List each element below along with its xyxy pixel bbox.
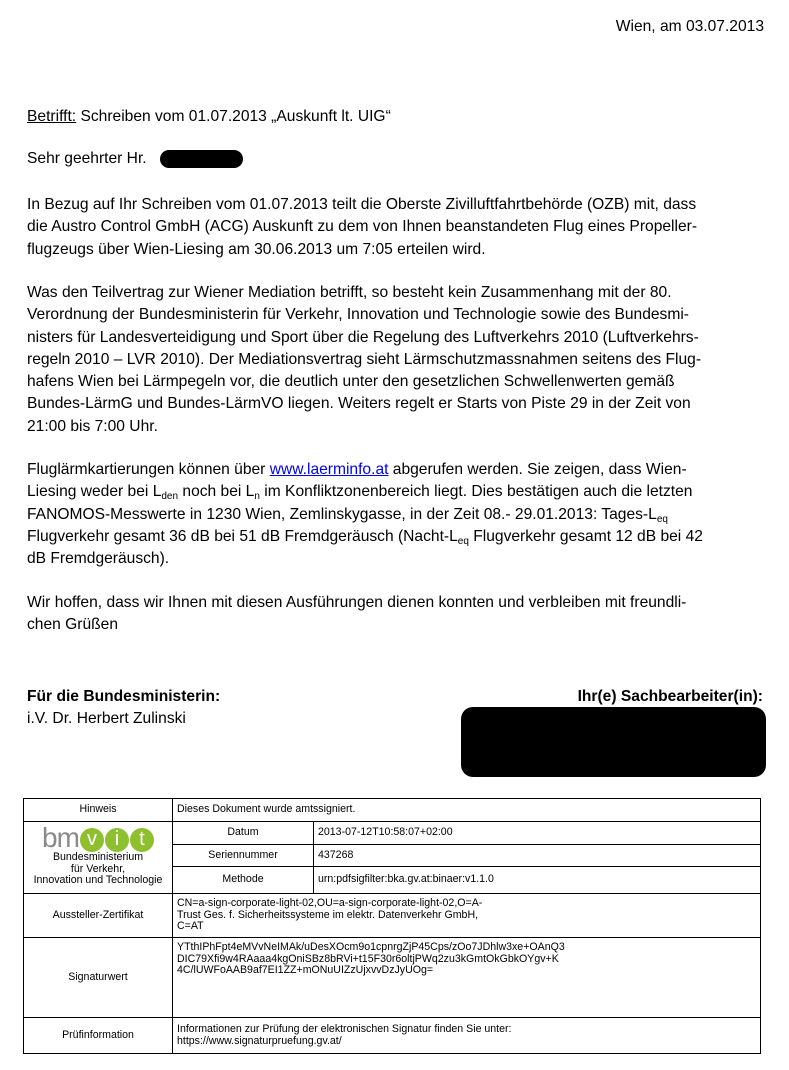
value-line: YTthIPhFpt4eMVvNeIMAk/uDesXOcm9o1cpnrgZjP45Cps/zOo7JDhlw3xe+OAnQ3	[177, 941, 565, 953]
logo-circle: v	[80, 828, 104, 852]
paragraph-line: regeln 2010 – LVR 2010). Der Mediationsvertrag sieht Lärmschutzmassnahmen seitens des Flug-	[27, 350, 702, 368]
paragraph-line: nisters für Landesverteidigung und Sport über die Regelung des Luftverkehrs 2010 (Luftverkehrs-	[27, 328, 699, 346]
text-run: noch bei L	[178, 483, 255, 501]
paragraph-line: Verordnung der Bundesministerin für Verkehr, Innovation und Technologie sowie des Bundesmi-	[27, 306, 689, 324]
redacted-clerk-details	[461, 707, 766, 777]
logo-circle: t	[130, 828, 154, 852]
clerk-title: Ihr(e) Sachbearbeiter(in):	[577, 688, 763, 705]
table-row	[24, 822, 761, 845]
aussteller-value	[173, 894, 761, 938]
pruef-value	[173, 1018, 761, 1054]
paragraph-3	[27, 459, 764, 570]
hinweis-label: Hinweis	[24, 799, 173, 822]
value-line: C=AT	[177, 920, 204, 933]
letter-date: Wien, am 03.07.2013	[615, 18, 764, 35]
text-run: Liesing weder bei L	[27, 483, 162, 501]
signature-table	[23, 798, 761, 1054]
paragraph-line: dB Fremdgeräusch).	[27, 550, 170, 568]
text-run: FANOMOS-Messwerte in 1230 Wien, Zemlinskygasse, in der Zeit 08.- 29.01.2013: Tages-L	[27, 505, 657, 523]
paragraph-line: flugzeugs über Wien-Liesing am 30.06.2013 um 7:05 erteilen wird.	[27, 240, 486, 258]
table-row	[24, 799, 761, 822]
salutation: Sehr geehrter Hr.	[27, 150, 147, 167]
methode-value: urn:pdfsigfilter:bka.gv.at:binaer:v1.1.0	[314, 867, 761, 894]
signatory-name: i.V. Dr. Herbert Zulinski	[27, 710, 186, 727]
paragraph-line: die Austro Control GmbH (ACG) Auskunft zu dem von Ihnen beanstandeten Flug eines Propeller-	[27, 218, 698, 236]
paragraph-line	[27, 504, 764, 526]
paragraph-line: chen Grüßen	[27, 616, 119, 634]
table-row	[24, 1018, 761, 1054]
text-run: im Konfliktzonenbereich liegt. Dies bestätigen auch die letzten	[259, 483, 693, 501]
pruef-label: Prüfinformation	[24, 1018, 173, 1054]
text-run: Flugverkehr gesamt 12 dB bei 42	[468, 527, 703, 545]
paragraph-line: Wir hoffen, dass wir Ihnen mit diesen Ausführungen dienen konnten und verbleiben mit freundli-	[27, 594, 687, 611]
methode-label: Methode	[173, 867, 314, 894]
value-line: Trust Ges. f. Sicherheitssysteme im elektr. Datenverkehr GmbH,	[177, 908, 479, 921]
paragraph-line: hafens Wien bei Lärmpegeln vor, die deutlich unter den gesetzlichen Schwellenwerten gemäß	[27, 373, 675, 391]
paragraph-line	[27, 481, 764, 503]
subject-label: Betrifft:	[27, 108, 77, 125]
signatur-label: Signaturwert	[24, 938, 173, 1018]
paragraph-4	[27, 592, 764, 637]
signatory-title: Für die Bundesministerin:	[27, 688, 221, 705]
hinweis-value: Dieses Dokument wurde amtssigniert.	[173, 799, 761, 822]
subscript: eq	[457, 535, 469, 547]
logo-circle: i	[105, 828, 129, 852]
text-run: abgerufen werden. Sie zeigen, dass Wien-	[388, 461, 687, 478]
logo-subtitle	[28, 852, 168, 887]
paragraph-line: Was den Teilvertrag zur Wiener Mediation betrifft, so besteht kein Zusammenhang mit der 80.	[27, 284, 672, 301]
datum-label: Datum	[173, 822, 314, 845]
datum-value: 2013-07-12T10:58:07+02:00	[314, 822, 761, 845]
logo-subtitle-line: Innovation und Technologie	[33, 874, 163, 887]
paragraph-line: Bundes-LärmG und Bundes-LärmVO liegen. Weiters regelt er Starts von Piste 29 in der Zeit von	[27, 395, 691, 413]
subscript: n	[254, 491, 260, 503]
redacted-recipient-name	[160, 150, 243, 168]
value-line: 4C/lUWFoAAB9af7EI1ZZ+mONuUIZzUjxvvDzJyUOg=	[177, 964, 434, 976]
serien-label: Seriennummer	[173, 845, 314, 867]
value-line[interactable]: https://www.signaturpruefung.gv.at/	[177, 1034, 342, 1047]
paragraph-line: 21:00 bis 7:00 Uhr.	[27, 417, 158, 435]
logo-subtitle-line: Bundesministerium	[52, 851, 144, 864]
logo-bm: bm	[42, 822, 79, 854]
serien-value: 437268	[314, 845, 761, 867]
paragraph-line	[27, 459, 764, 481]
value-line: Informationen zur Prüfung der elektronischen Signatur finden Sie unter:	[177, 1023, 512, 1035]
paragraph-line: In Bezug auf Ihr Schreiben vom 01.07.2013 teilt die Oberste Zivilluftfahrtbehörde (OZB) mit, dass	[27, 196, 697, 213]
text-run: Fluglärmkartierungen können über	[27, 461, 270, 478]
subject-text: Schreiben vom 01.07.2013 „Auskunft lt. UIG“	[76, 108, 391, 125]
bmvit-logo-mark	[28, 822, 168, 854]
paragraph-1	[27, 194, 764, 261]
text-run: Flugverkehr gesamt 36 dB bei 51 dB Fremdgeräusch (Nacht-L	[27, 527, 458, 545]
subscript: den	[161, 491, 179, 503]
bmvit-logo	[24, 822, 173, 894]
value-line: DIC79Xfi9w4RAaaa4kgOniSBz8bRVi+t15F30r6oltjPWq2zu3kGmtOkGbkOYgv+K	[177, 952, 559, 965]
subject-line	[27, 106, 391, 128]
table-row	[24, 894, 761, 938]
signatur-value	[173, 938, 761, 1018]
paragraph-2	[27, 282, 764, 438]
subscript: eq	[656, 513, 668, 525]
laerminfo-link[interactable]: www.laerminfo.at	[269, 461, 389, 478]
value-line: CN=a-sign-corporate-light-02,OU=a-sign-corporate-light-02,O=A-	[177, 897, 483, 910]
table-row	[24, 938, 761, 1018]
logo-subtitle-line: für Verkehr,	[70, 862, 126, 875]
paragraph-line	[27, 526, 764, 548]
aussteller-label: Aussteller-Zertifikat	[24, 894, 173, 938]
